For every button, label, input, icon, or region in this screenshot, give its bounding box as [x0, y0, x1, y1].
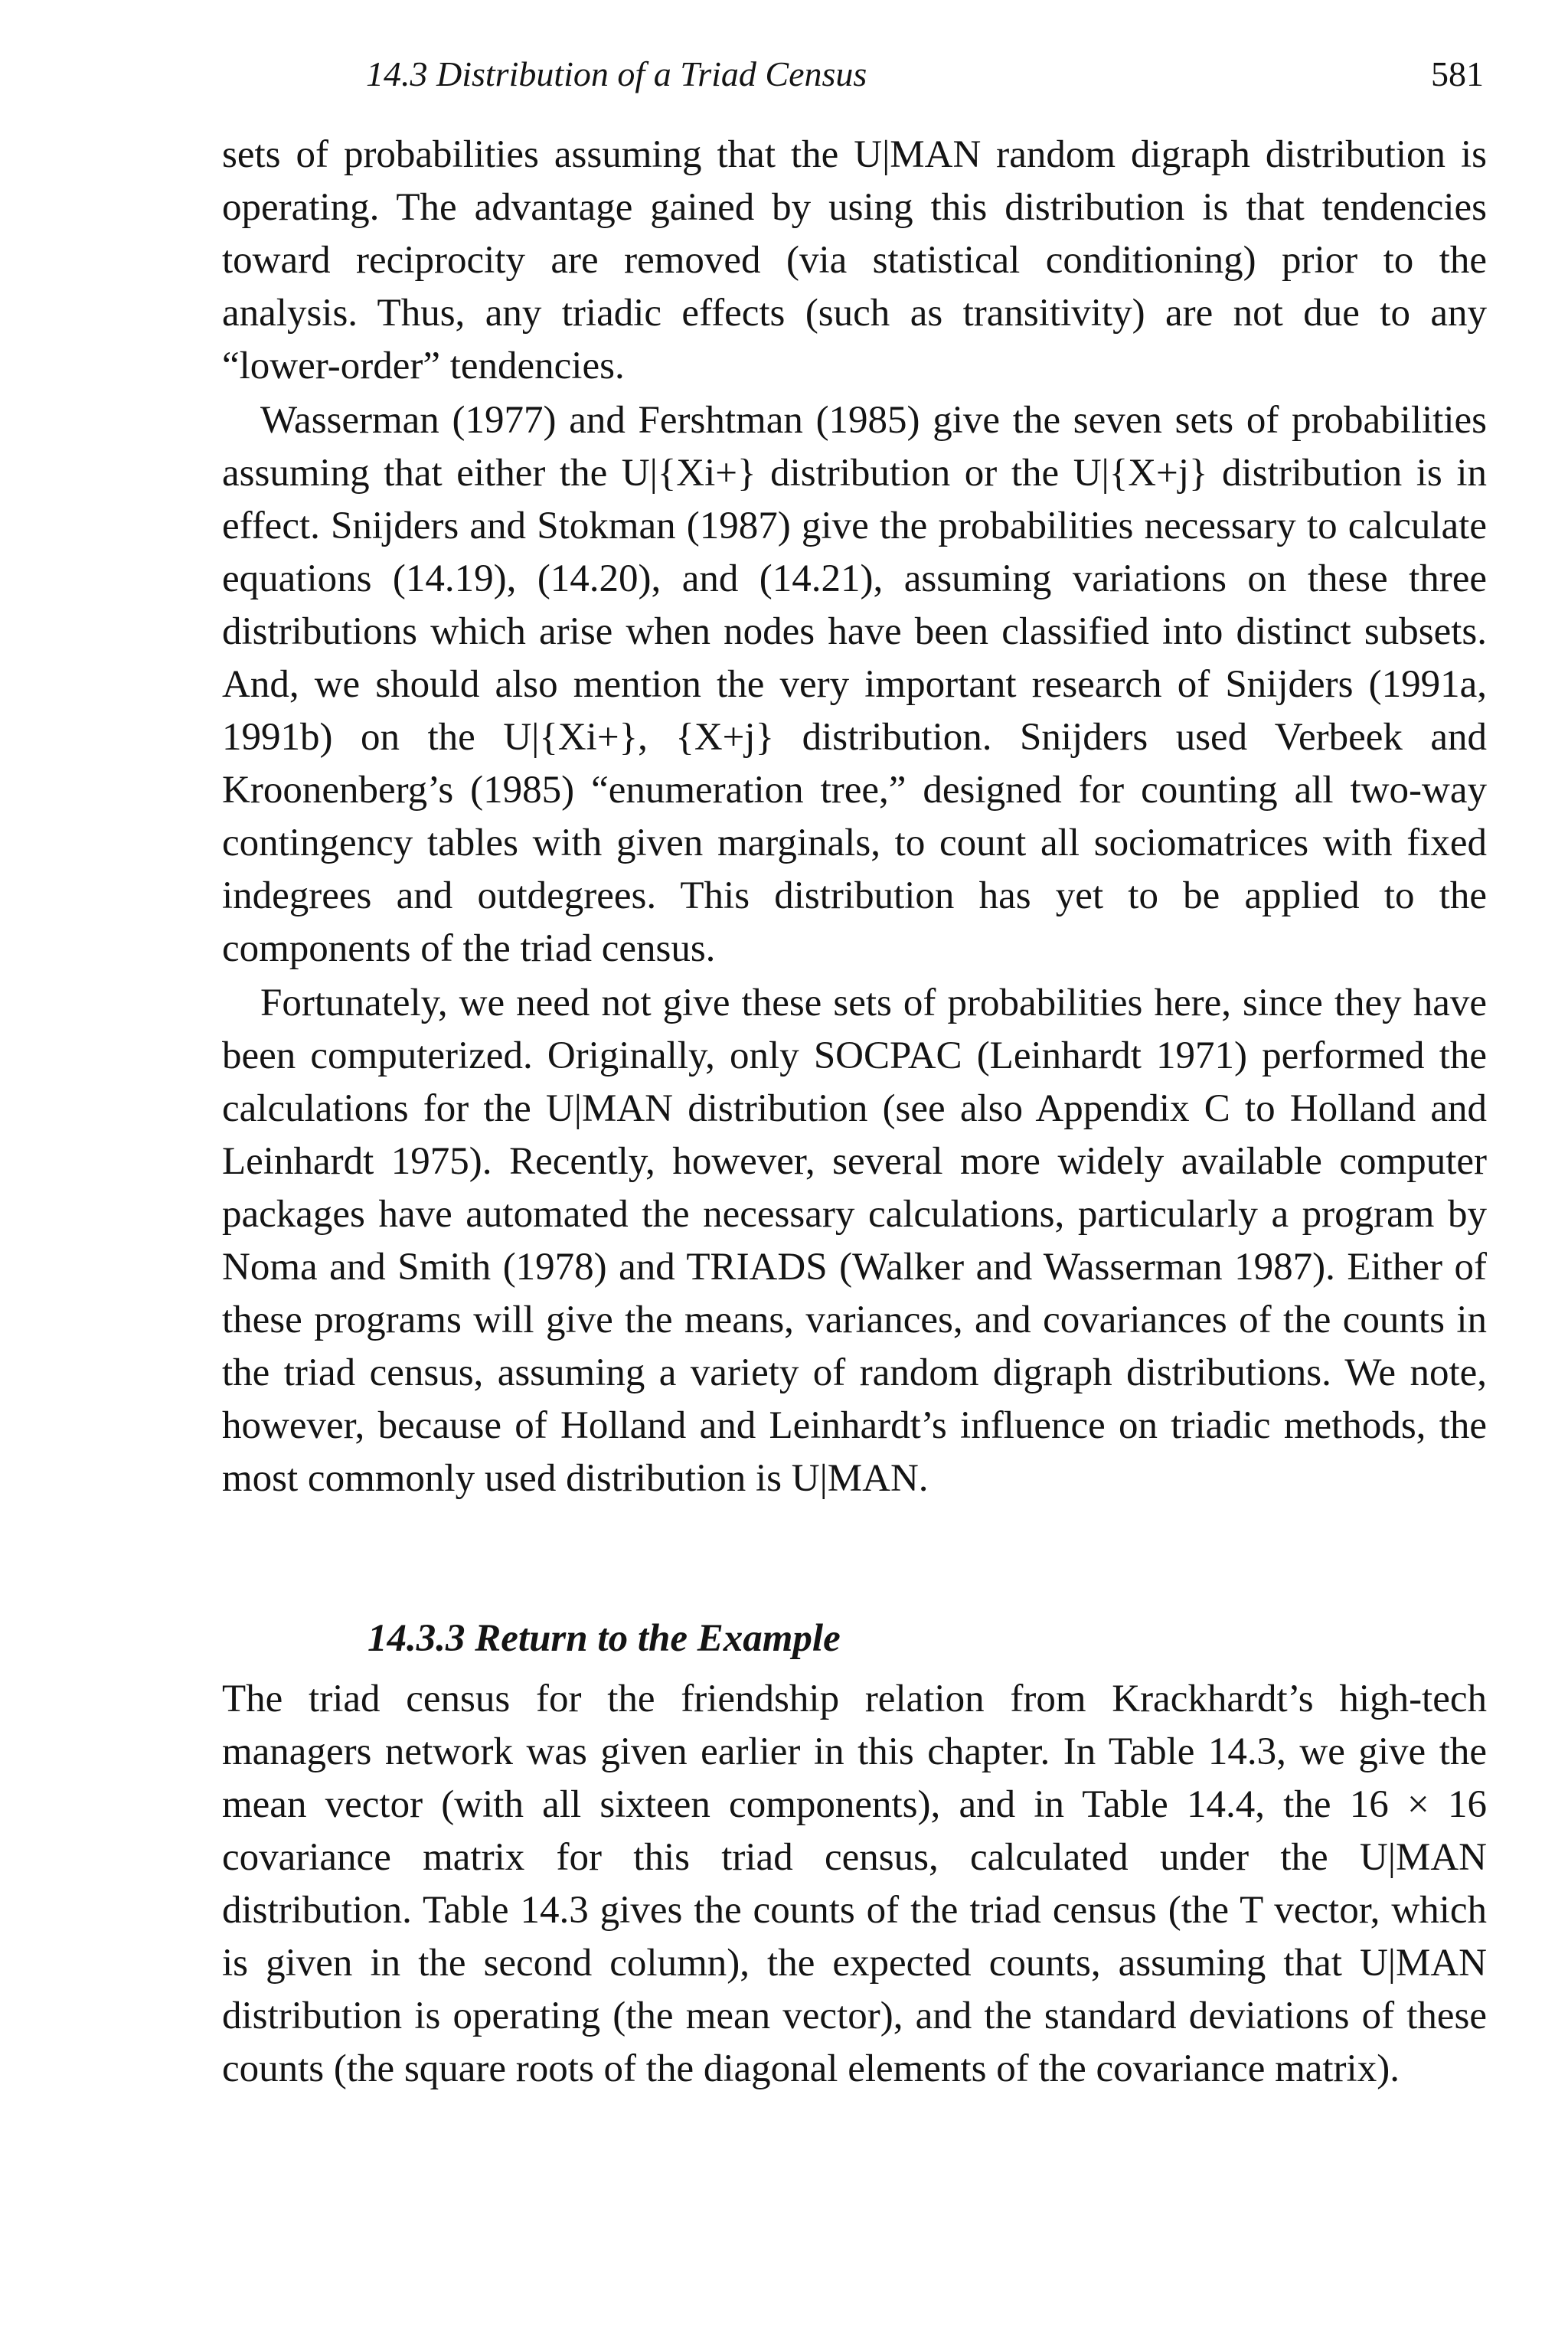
paragraph-example: The triad census for the friendship relation from Krackhardt’s high-tech managers network was given earlier in this chapter. In Table 14.3, we give the mean vector (with all sixteen components), and in Table 14.4, the 16 × 16 covariance matrix for this triad census, calculated under the U|MAN distribution. Table 14.3 gives the counts of the triad census (the T vector, which is given in the second column), the expected counts, assuming that U|MAN distribution is operating (the mean vector), and the standard deviations of these counts (the square roots of the diagonal elements of the covariance matrix). — [222, 1678, 1487, 2090]
paragraph-continued: sets of probabilities assuming that the U|MAN random digraph distribution is operating. The advantage gained by using this distribution is that tendencies toward reciprocity are removed (via statistical conditioning) prior to the analysis. Thus, any triadic effects (such as transitivity) are not due to any “lower-order” tendencies. — [222, 133, 1487, 387]
section-heading: 14.3.3 Return to the Example — [368, 1617, 841, 1660]
page-number: 581 — [1431, 54, 1484, 93]
paragraph-computer-packages: Fortunately, we need not give these sets of probabilities here, since they have been computerized. Originally, only SOCPAC (Leinhardt 1971) performed the calculations for the U|MAN distribution (see also Appendix C to Holland and Leinhardt 1975). Recently, however, several more widely available computer packages have automated the necessary calculations, particularly a program by Noma and Smith (1978) and TRIADS (Walker and Wasserman 1987). Either of these programs will give the means, variances, and covariances of the counts in the triad census, assuming a variety of random digraph distributions. We note, however, because of Holland and Leinhardt’s influence on triadic methods, the most commonly used distribution is U|MAN. — [222, 982, 1487, 1500]
body-text — [222, 129, 1487, 2097]
running-header-title: 14.3 Distribution of a Triad Census — [366, 54, 867, 93]
running-header — [366, 47, 1484, 101]
paragraph-distributions: Wasserman (1977) and Fershtman (1985) give the seven sets of probabilities assuming that either the U|{Xi+} distribution or the U|{X+j} distribution is in effect. Snijders and Stokman (1987) give the probabilities necessary to calculate equations (14.19), (14.20), and (14.21), assuming variations on these three distributions which arise when nodes have been classified into distinct subsets. And, we should also mention the very important research of Snijders (1991a, 1991b) on the U|{Xi+}, {X+j} distribution. Snijders used Verbeek and Kroonenberg’s (1985) “enumeration tree,” designed for counting all two-way contingency tables with given marginals, to count all sociomatrices with fixed indegrees and outdegrees. This distribution has yet to be applied to the components of the triad census. — [222, 399, 1487, 970]
